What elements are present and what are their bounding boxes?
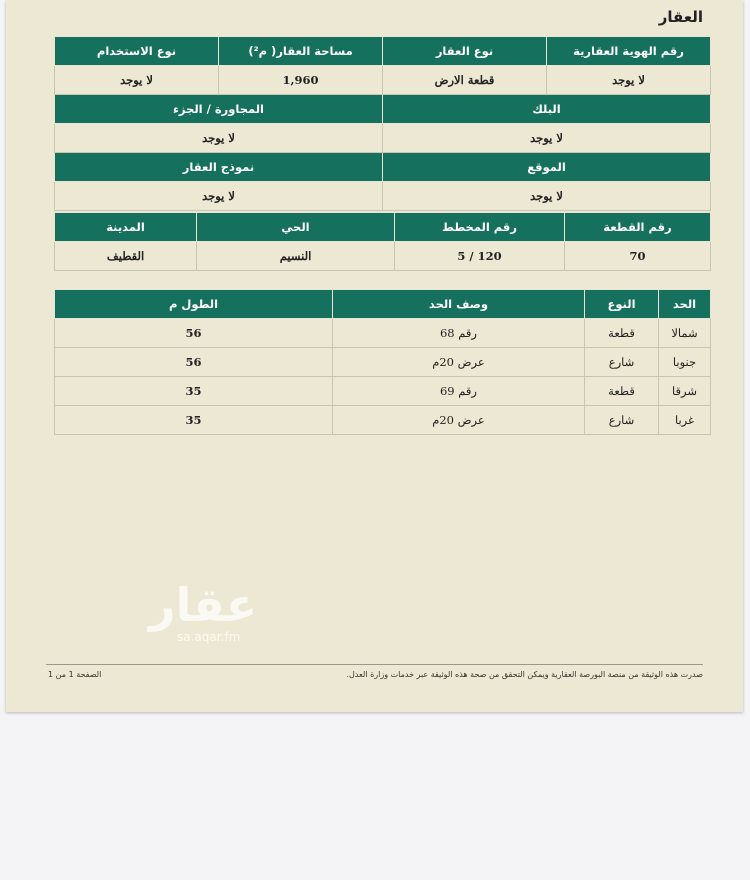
header-property-type: نوع العقار: [383, 37, 547, 66]
header-boundary: الحد: [659, 290, 711, 319]
boundary-description: عرض 20م: [333, 406, 585, 435]
plot-header-row: [55, 213, 711, 242]
boundary-direction: غربا: [659, 406, 711, 435]
boundary-direction: شرقا: [659, 377, 711, 406]
header-property-model: نموذج العقار: [55, 153, 383, 182]
property-header-row: [55, 37, 711, 66]
header-plot-number: رقم القطعة: [565, 213, 711, 242]
location-value-row: [55, 182, 711, 211]
boundary-type: قطعة: [585, 377, 659, 406]
value-district: النسيم: [197, 242, 395, 271]
header-city: المدينة: [55, 213, 197, 242]
block-value-row: [55, 124, 711, 153]
footer-divider: [46, 664, 703, 665]
boundary-type: شارع: [585, 406, 659, 435]
boundary-length: 35: [55, 406, 333, 435]
value-block: لا يوجد: [383, 124, 711, 153]
header-boundary-type: النوع: [585, 290, 659, 319]
plot-value-row: [55, 242, 711, 271]
header-plan-number: رقم المخطط: [395, 213, 565, 242]
value-property-type: قطعة الارض: [383, 66, 547, 95]
footer-note: صدرت هذه الوثيقة من منصة البورصة العقارية ويمكن التحقق من صحة هذه الوثيقة عبر خدمات وزارة العدل.: [346, 670, 703, 679]
value-plan-number: 5 / 120: [395, 242, 565, 271]
value-property-id: لا يوجد: [547, 66, 711, 95]
boundary-type: قطعة: [585, 319, 659, 348]
boundary-description: رقم 69: [333, 377, 585, 406]
value-property-area: 1,960: [219, 66, 383, 95]
header-boundary-description: وصف الحد: [333, 290, 585, 319]
boundary-type: شارع: [585, 348, 659, 377]
header-district: الحي: [197, 213, 395, 242]
header-location: الموقع: [383, 153, 711, 182]
page-number: الصفحة 1 من 1: [48, 670, 102, 679]
value-usage-type: لا يوجد: [55, 66, 219, 95]
boundary-description: رقم 68: [333, 319, 585, 348]
boundary-length: 56: [55, 319, 333, 348]
value-location: لا يوجد: [383, 182, 711, 211]
boundary-direction: شمالا: [659, 319, 711, 348]
boundary-length: 56: [55, 348, 333, 377]
header-usage-type: نوع الاستخدام: [55, 37, 219, 66]
table-row: [55, 406, 711, 435]
watermark-logo: عقار: [149, 578, 258, 632]
property-value-row: [55, 66, 711, 95]
bounds-table: [54, 289, 711, 435]
document-page: [6, 0, 743, 712]
header-block: البلك: [383, 95, 711, 124]
value-city: القطيف: [55, 242, 197, 271]
header-neighborhood-part: المجاورة / الجزء: [55, 95, 383, 124]
table-row: [55, 319, 711, 348]
boundary-description: عرض 20م: [333, 348, 585, 377]
location-header-row: [55, 153, 711, 182]
value-plot-number: 70: [565, 242, 711, 271]
plot-table: [54, 212, 711, 271]
section-title: العقار: [658, 8, 703, 26]
header-boundary-length: الطول م: [55, 290, 333, 319]
table-row: [55, 377, 711, 406]
header-property-area: مساحة العقار( م²): [219, 37, 383, 66]
property-table: [54, 36, 711, 211]
boundary-direction: جنوبا: [659, 348, 711, 377]
watermark-url: sa.aqar.fm: [177, 630, 241, 644]
bounds-header-row: [55, 290, 711, 319]
value-neighborhood-part: لا يوجد: [55, 124, 383, 153]
table-row: [55, 348, 711, 377]
header-property-id: رقم الهوية العقارية: [547, 37, 711, 66]
value-property-model: لا يوجد: [55, 182, 383, 211]
block-header-row: [55, 95, 711, 124]
boundary-length: 35: [55, 377, 333, 406]
